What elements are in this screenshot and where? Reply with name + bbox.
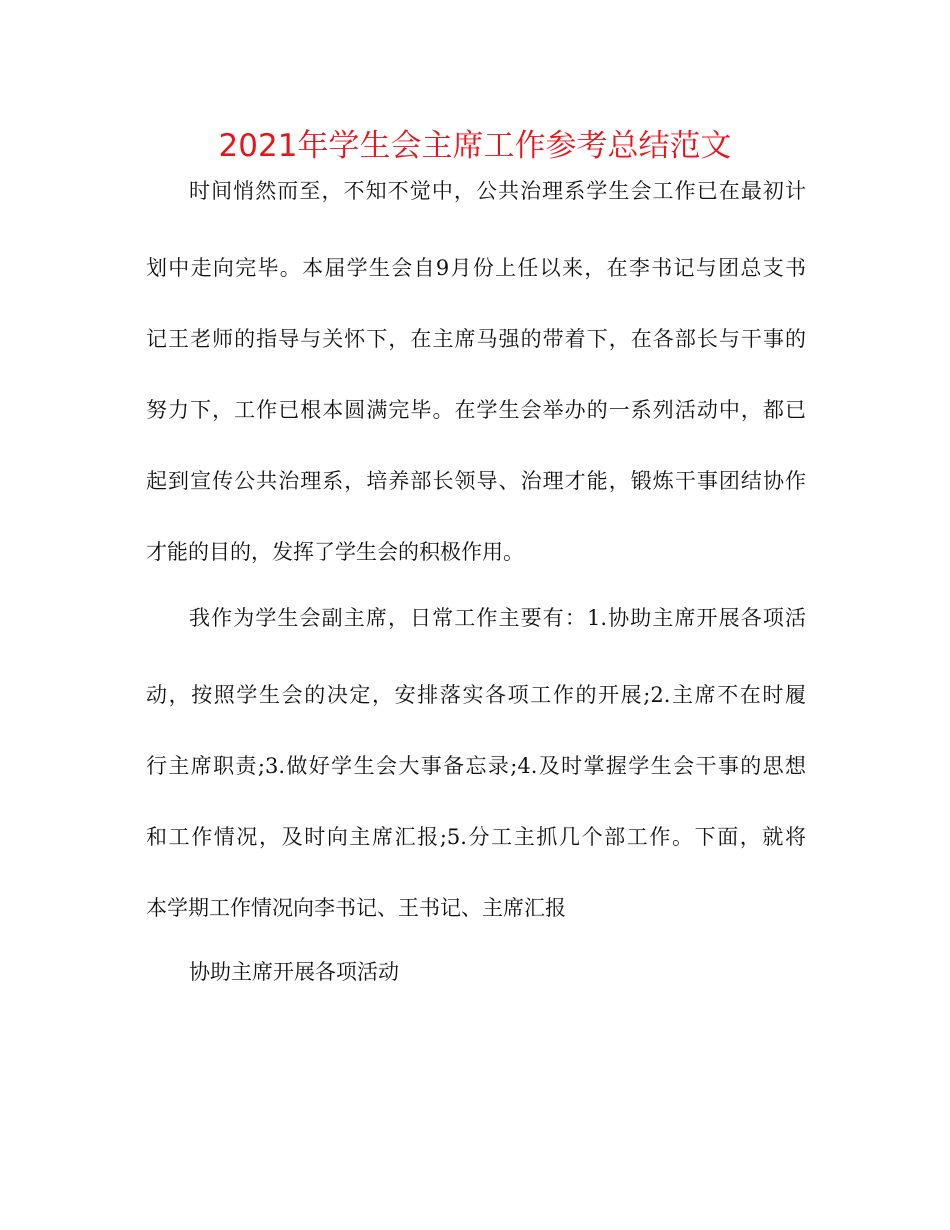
paragraph-line: 努力下，工作已根本圆满完毕。在学生会举办的一系列活动中，都已 [146, 398, 806, 422]
paragraph-line: 我作为学生会副主席，日常工作主要有：1.协助主席开展各项活 [189, 606, 806, 630]
paragraph-line: 行主席职责;3.做好学生会大事备忘录;4.及时掌握学生会干事的思想 [146, 754, 806, 778]
paragraph-line: 动，按照学生会的决定，安排落实各项工作的开展;2.主席不在时履 [146, 683, 806, 707]
paragraph-line: 时间悄然而至，不知不觉中，公共治理系学生会工作已在最初计 [189, 179, 806, 203]
document-title: 2021年学生会主席工作参考总结范文 [218, 128, 732, 164]
paragraph-line: 划中走向完毕。本届学生会自9月份上任以来，在李书记与团总支书 [146, 256, 806, 280]
paragraph-line: 才能的目的，发挥了学生会的积极作用。 [146, 540, 524, 564]
section-heading: 协助主席开展各项活动 [189, 960, 399, 984]
paragraph-line: 记王老师的指导与关怀下，在主席马强的带着下，在各部长与干事的 [146, 327, 806, 351]
paragraph-line: 本学期工作情况向李书记、王书记、主席汇报 [146, 896, 566, 920]
paragraph-line: 和工作情况，及时向主席汇报;5.分工主抓几个部工作。下面，就将 [146, 825, 806, 849]
paragraph-line: 起到宣传公共治理系，培养部长领导、治理才能，锻炼干事团结协作 [146, 469, 806, 493]
